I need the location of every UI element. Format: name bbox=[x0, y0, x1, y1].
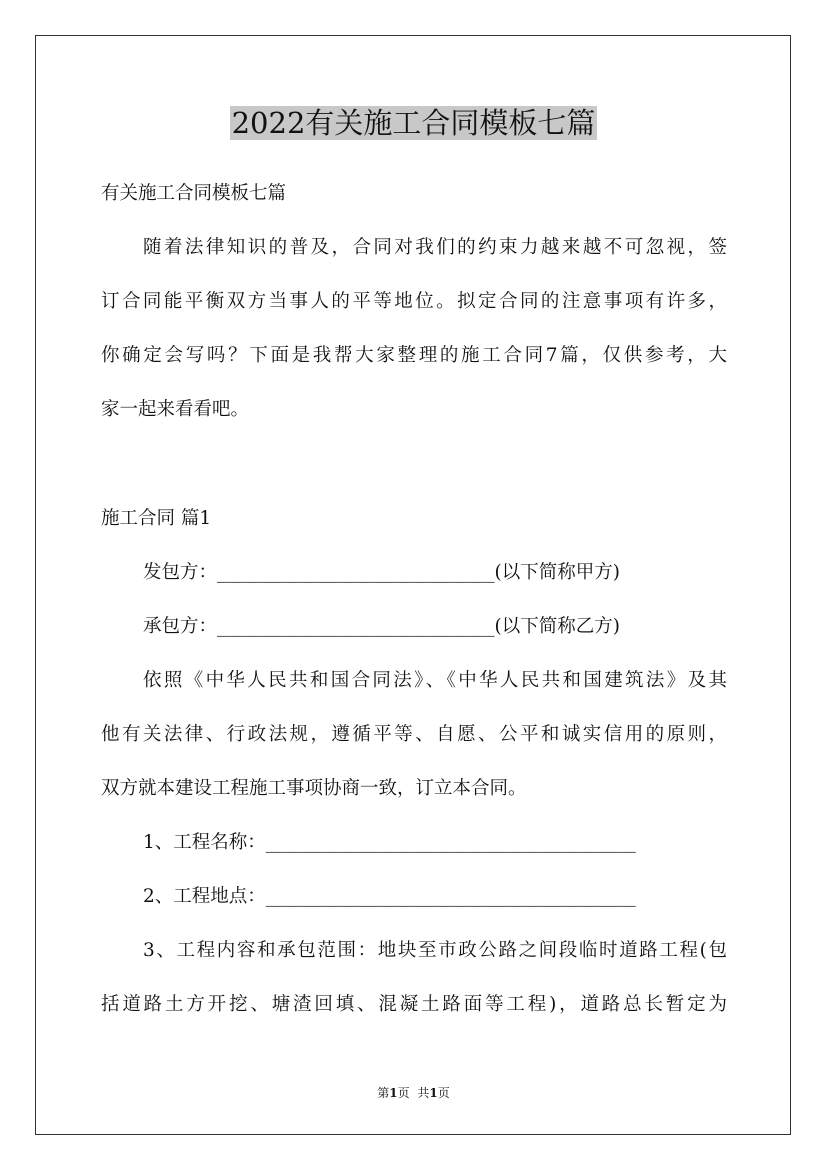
document-subtitle: 有关施工合同模板七篇 bbox=[101, 183, 287, 204]
item-1-line: 1、工程名称：________________________________________ bbox=[143, 832, 636, 853]
footer-page-suffix: 页 bbox=[397, 1086, 410, 1100]
document-title-text: 2022有关施工合同模板七篇 bbox=[231, 106, 596, 140]
intro-line-4: 家一起来看看吧。 bbox=[101, 399, 250, 420]
footer-total-prefix: 共 bbox=[417, 1086, 430, 1100]
footer-page-number: 1 bbox=[389, 1086, 398, 1100]
item-3-line-1: 3、工程内容和承包范围：地块至市政公路之间段临时道路工程(包 bbox=[143, 940, 727, 961]
footer-page-prefix: 第 bbox=[377, 1086, 390, 1100]
page-footer bbox=[0, 1085, 827, 1101]
party-b-line: 承包方：______________________________(以下简称乙方) bbox=[143, 616, 620, 637]
basis-line-3: 双方就本建设工程施工事项协商一致，订立本合同。 bbox=[101, 778, 527, 799]
section-heading: 施工合同 篇1 bbox=[101, 508, 212, 529]
intro-line-1: 随着法律知识的普及，合同对我们的约束力越来越不可忽视，签 bbox=[143, 237, 727, 258]
footer-total-suffix: 页 bbox=[437, 1086, 450, 1100]
intro-line-3: 你确定会写吗？下面是我帮大家整理的施工合同7篇，仅供参考，大 bbox=[101, 345, 727, 366]
party-a-line: 发包方：______________________________(以下简称甲方) bbox=[143, 562, 620, 583]
footer-total-number: 1 bbox=[429, 1086, 438, 1100]
intro-line-2: 订合同能平衡双方当事人的平等地位。拟定合同的注意事项有许多， bbox=[101, 291, 727, 312]
basis-line-2: 他有关法律、行政法规，遵循平等、自愿、公平和诚实信用的原则， bbox=[101, 724, 727, 745]
document-title bbox=[0, 103, 827, 143]
item-2-line: 2、工程地点：________________________________________ bbox=[143, 886, 636, 907]
basis-line-1: 依照《中华人民共和国合同法》、《中华人民共和国建筑法》及其 bbox=[143, 670, 727, 691]
item-3-line-2: 括道路土方开挖、塘渣回填、混凝土路面等工程)，道路总长暂定为 bbox=[101, 994, 727, 1015]
